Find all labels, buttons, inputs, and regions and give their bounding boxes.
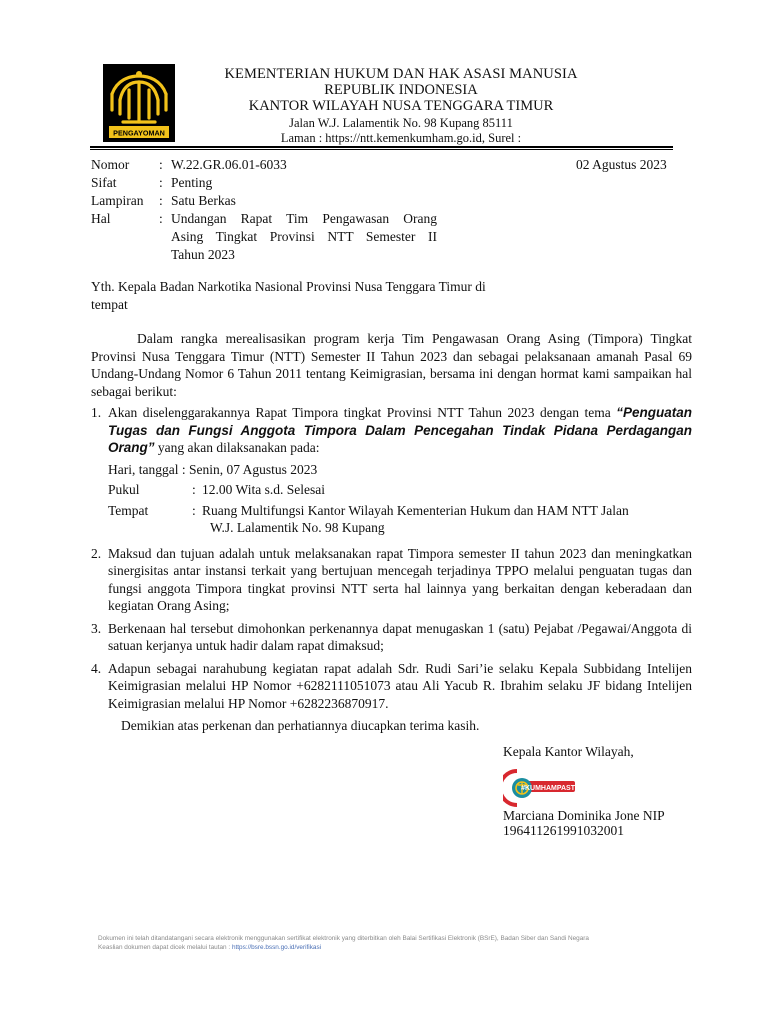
verification-link[interactable]: https://bsre.bssn.go.id/verifikasi: [231, 943, 322, 951]
colon: :: [192, 502, 196, 518]
office-contact: Laman : https://ntt.kemenkumham.go.id, Surel :: [280, 131, 522, 145]
schedule-row-pukul: [108, 481, 692, 499]
hal-line: Undangan Rapat Tim Pengawasan Orang: [171, 211, 437, 226]
sifat-value: Penting: [171, 175, 213, 190]
logo-label: PENGAYOMAN: [113, 128, 165, 138]
letter-body: [91, 330, 692, 735]
meeting-theme: “Penguatan Tugas dan Fungsi Anggota Timpora Dalam Pencegahan Tindak Pidana Perdagangan Orang”: [108, 405, 692, 455]
meta-sifat: [91, 174, 437, 192]
list-item: [91, 545, 692, 615]
item-number: 1.: [91, 405, 102, 420]
country-name: REPUBLIK INDONESIA: [324, 82, 478, 98]
list-item: [91, 404, 692, 540]
pengayoman-emblem-icon: [103, 64, 175, 142]
letterhead-rule: [90, 146, 673, 148]
stamp-text: #KUMHAMPASTI: [521, 784, 577, 792]
ministry-logo: [103, 64, 175, 142]
hari-line: Hari, tanggal : Senin, 07 Agustus 2023: [108, 461, 318, 477]
hal-line: Tahun 2023: [171, 247, 235, 262]
letter-meta: [91, 156, 437, 264]
item1-after: yang akan dilaksanakan pada:: [154, 440, 320, 455]
nomor-value: W.22.GR.06.01-6033: [171, 157, 287, 172]
hal-value: [171, 210, 437, 264]
colon: :: [159, 175, 163, 190]
addressee-line: tempat: [91, 297, 128, 312]
colon: :: [159, 157, 163, 172]
item-number: 3.: [91, 620, 102, 636]
item-number: 2.: [91, 545, 102, 561]
list-item: [91, 660, 692, 713]
numbered-list: [91, 404, 692, 712]
kumhampasti-stamp: [503, 767, 579, 809]
schedule-row-tempat: [108, 502, 692, 537]
colon: :: [192, 482, 196, 497]
signatory-nip: 196411261991032001: [503, 823, 624, 838]
footer-line: [98, 944, 658, 953]
item-number: 4.: [91, 660, 102, 676]
signatory-title: Kepala Kantor Wilayah,: [503, 744, 634, 759]
item1-text: Akan diselenggarakannya Rapat Timpora tingkat Provinsi NTT Tahun 2023 dengan tema: [108, 405, 611, 420]
letterhead-rule-thin: [90, 149, 673, 150]
ministry-name: KEMENTERIAN HUKUM DAN HAK ASASI MANUSIA: [224, 66, 578, 82]
hal-line: Asing Tingkat Provinsi NTT Semester II: [171, 229, 437, 244]
addressee: [91, 278, 521, 314]
closing-paragraph: Demikian atas perkenan dan perhatiannya diucapkan terima kasih.: [121, 718, 480, 733]
tempat-value: [202, 502, 692, 537]
signatory-name: Marciana Dominika Jone NIP: [503, 808, 665, 823]
e-signature-footer: [98, 935, 658, 952]
meta-nomor: [91, 156, 437, 174]
colon: :: [159, 193, 163, 208]
meta-lampiran: [91, 192, 437, 210]
intro-paragraph: Dalam rangka merealisasikan program kerja Tim Pengawasan Orang Asing (Timpora) Tingkat Provinsi Nusa Tenggara Timur (NTT) Semester II Tahun 2023 dan sebagai pelaksanaan amanah Pasal 69 Undang-Undang Nomor 6 Tahun 2011 tentang Keimigrasian, bersama ini dengan hormat kami sampaikan hal sebagai berikut:: [91, 331, 692, 399]
hal-label: Hal: [91, 211, 111, 226]
office-address: Jalan W.J. Lalamentik No. 98 Kupang 85111: [289, 116, 513, 130]
schedule: [108, 461, 692, 537]
lampiran-label: Lampiran: [91, 193, 144, 208]
schedule-row-hari: [108, 461, 692, 479]
item4-text: Adapun sebagai narahubung kegiatan rapat adalah Sdr. Rudi Sari’ie selaku Kepala Subbidang Intelijen Keimigrasian melalui HP Nomor +6282111051073 atau Ali Yacub R. Ibrahim selaku JF bidang Intelijen Keimigrasian melalui HP Nomor +6282236870917.: [108, 660, 692, 711]
pukul-label: Pukul: [108, 482, 140, 497]
letter-date: 02 Agustus 2023: [576, 157, 667, 172]
tempat-line: Ruang Multifungsi Kantor Wilayah Kementerian Hukum dan HAM NTT Jalan: [202, 502, 629, 518]
colon: :: [159, 211, 163, 226]
list-item: [91, 620, 692, 655]
footer-line: Dokumen ini telah ditandatangani secara elektronik menggunakan sertifikat elektronik yang diterbitkan oleh Balai Sertifikasi Elektronik (BSrE), Badan Siber dan Sandi Negara: [98, 935, 589, 942]
tempat-label: Tempat: [108, 502, 149, 518]
item-body: [108, 404, 692, 540]
tempat-line: W.J. Lalamentik No. 98 Kupang: [210, 520, 385, 535]
letterhead: [180, 66, 622, 146]
pukul-value: 12.00 Wita s.d. Selesai: [202, 482, 325, 497]
office-name: KANTOR WILAYAH NUSA TENGGARA TIMUR: [248, 98, 554, 114]
item3-text: Berkenaan hal tersebut dimohonkan perkenannya dapat menugaskan 1 (satu) Pejabat /Pegawai/Anggota di satuan kerjanya untuk hadir dalam rapat dimaksud;: [108, 620, 692, 653]
lampiran-value: Satu Berkas: [171, 193, 236, 208]
sifat-label: Sifat: [91, 175, 117, 190]
item2-text: Maksud dan tujuan adalah untuk melaksanakan rapat Timpora semester II tahun 2023 dan meningkatkan sinergisitas antar instansi terkait yang bertujuan mencegah terjadinya TPPO melalui penguatan tugas dan fungsi anggota Timpora tingkat provinsi NTT serta hal lainnya yang berkaitan dengan keberadaan dan kegiatan Orang Asing;: [108, 545, 692, 613]
footer-prefix: Keaslian dokumen dapat dicek melalui tautan :: [98, 943, 232, 951]
nomor-label: Nomor: [91, 157, 130, 172]
meta-hal: [91, 210, 437, 264]
kumhampasti-logo-icon: [503, 767, 579, 809]
addressee-line: Yth. Kepala Badan Narkotika Nasional Provinsi Nusa Tenggara Timur di: [91, 279, 486, 294]
